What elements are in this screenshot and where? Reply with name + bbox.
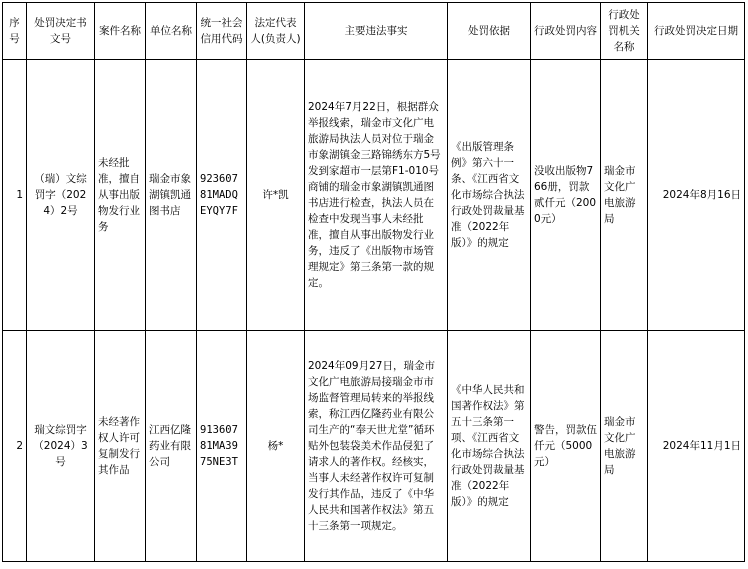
cell-legal-rep: 杨* (247, 331, 305, 562)
cell-credit-code: 91360781MA3975NE3T (197, 331, 247, 562)
header-penalty: 行政处罚内容 (531, 3, 601, 60)
table-row (3, 331, 745, 562)
cell-case-name: 未经著作权人许可复制发行其作品 (95, 331, 146, 562)
cell-organ: 瑞金市文化广电旅游局 (601, 60, 648, 331)
header-seq: 序号 (3, 3, 27, 60)
header-entity: 单位名称 (146, 3, 197, 60)
cell-date: 2024年11月1日 (648, 331, 745, 562)
header-date: 行政处罚决定日期 (648, 3, 745, 60)
cell-date: 2024年8月16日 (648, 60, 745, 331)
header-row (3, 3, 745, 60)
header-case-name: 案件名称 (95, 3, 146, 60)
cell-penalty: 没收出版物766册，罚款贰仟元（2000元） (531, 60, 601, 331)
cell-entity: 江西亿隆药业有限公司 (146, 331, 197, 562)
cell-facts: 2024年09月27日，瑞金市文化广电旅游局接瑞金市市场监督管理局转来的举报线索，称江西亿隆药业有限公司生产的“奉天世尤堂”循环贴外包装袋美术作品侵犯了请求人的著作权。经核实，当事人未经著作权许可复制发行其作品，违反了《中华人民共和国著作权法》第五十三条第一项规定。 (305, 331, 448, 562)
header-facts: 主要违法事实 (305, 3, 448, 60)
cell-basis: 《中华人民共和国著作权法》第五十三条第一项、《江西省文化市场综合执法行政处罚裁量基准（2022年版）》的规定 (448, 331, 531, 562)
cell-credit-code: 92360781MADQEYQY7F (197, 60, 247, 331)
header-doc-no: 处罚决定书文号 (27, 3, 95, 60)
cell-legal-rep: 许*凯 (247, 60, 305, 331)
table-row (3, 60, 745, 331)
cell-facts: 2024年7月22日，根据群众举报线索，瑞金市文化广电旅游局执法人员对位于瑞金市象湖镇金三路锦绣东方5号发到家超市一层第F1-010号商铺的瑞金市象湖镇凯通图书店进行检查，执法人员在检查中发现当事人未经批准，擅自从事出版物发行业务，违反了《出版物市场管理规定》第三条第一款的规定。 (305, 60, 448, 331)
cell-seq: 2 (3, 331, 27, 562)
cell-entity: 瑞金市象湖镇凯通图书店 (146, 60, 197, 331)
cell-organ: 瑞金市文化广电旅游局 (601, 331, 648, 562)
cell-case-name: 未经批准，擅自从事出版物发行业务 (95, 60, 146, 331)
header-legal-rep: 法定代表人(负责人) (247, 3, 305, 60)
penalty-table (2, 2, 745, 562)
cell-doc-no: （瑞）文综罚字（2024）2号 (27, 60, 95, 331)
cell-penalty: 警告，罚款伍仟元（5000元） (531, 331, 601, 562)
cell-basis: 《出版管理条例》第六十一条、《江西省文化市场综合执法行政处罚裁量基准（2022年版）》的规定 (448, 60, 531, 331)
cell-seq: 1 (3, 60, 27, 331)
header-basis: 处罚依据 (448, 3, 531, 60)
header-organ: 行政处罚机关名称 (601, 3, 648, 60)
cell-doc-no: 瑞文综罚字（2024）3号 (27, 331, 95, 562)
header-credit-code: 统一社会信用代码 (197, 3, 247, 60)
